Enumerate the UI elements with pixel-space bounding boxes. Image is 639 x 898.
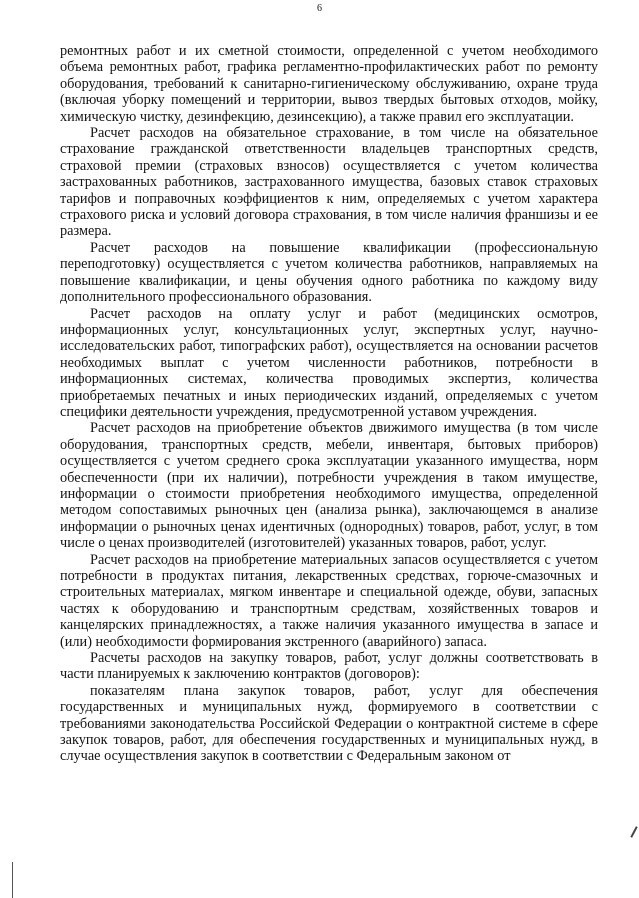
paragraph-material-stocks: Расчет расходов на приобретение материальных запасов осуществляется с учетом потребности в продуктах питания, лекарственных средствах, горюче-смазочных и строительных материалах, мягком инвентаре и специальной одежде, обуви, запасных частях к оборудованию и транспортным средствам, хозяйственных товаров и канцелярских принадлежностях, а также наличия указанного имущества в запасе и (или) необходимости формирования экстренного (аварийного) запаса. [60, 551, 598, 650]
paragraph-insurance: Расчет расходов на обязательное страхование, в том числе на обязательное страхование гражданской ответственности владельцев транспортных средств, страховой премии (страховых взносов) осуществляется с учетом количества застрахованных работников, застрахованного имущества, базовых ставок страховых тарифов и поправочных коэффициентов к ним, определяемых с учетом характера страхового риска и условий договора страхования, в том числе наличия франшизы и ее размера. [60, 125, 598, 240]
paragraph-qualification: Расчет расходов на повышение квалификации (профессиональную переподготовку) осуществляется с учетом количества работников, направляемых на повышение квалификации, и цены обучения одного работника по каждому виду дополнительного профессионального образования. [60, 239, 598, 306]
paragraph-procurement-plan: показателям плана закупок товаров, работ, услуг для обеспечения государственных и муниципальных нужд, формируемого в соответствии с требованиями законодательства Российской Федерации о контрактной системе в сфере закупок товаров, работ, для обеспечения государственных и муниципальных нужд, в случае осуществления закупок в соответствии с Федеральным законом от [60, 682, 598, 765]
scan-artifact-line [12, 862, 13, 898]
paragraph-procurement: Расчеты расходов на закупку товаров, работ, услуг должны соответствовать в части планируемых к заключению контрактов (договоров): [60, 650, 598, 683]
scan-artifact-mark [630, 826, 637, 838]
paragraph-repair-costs: ремонтных работ и их сметной стоимости, определенной с учетом необходимого объема ремонтных работ, графика регламентно-профилактических работ по ремонту оборудования, требований к санитарно-гигиеническому обслуживанию, охране труда (включая уборку помещений и территории, вывоз твердых бытовых отходов, мойку, химическую чистку, дезинфекцию, дезинсекцию), а также правил его эксплуатации. [60, 43, 598, 125]
paragraph-services: Расчет расходов на оплату услуг и работ (медицинских осмотров, информационных услуг, консультационных услуг, экспертных услуг, научно-исследовательских работ, типографских работ), осуществляется на основании расчетов необходимых выплат с учетом численности работников, потребности в информационных системах, количества проводимых экспертиз, количества приобретаемых печатных и иных периодических изданий, определяемых с учетом специфики деятельности учреждения, предусмотренной уставом учреждения. [60, 305, 598, 420]
page-number: 6 [317, 3, 322, 14]
paragraph-movable-property: Расчет расходов на приобретение объектов движимого имущества (в том числе оборудования, транспортных средств, мебели, инвентаря, бытовых приборов) осуществляется с учетом среднего срока эксплуатации указанного имущества, норм обеспеченности (при их наличии), потребности учреждения в таком имуществе, информации о стоимости приобретения необходимого имущества, определенной методом сопоставимых рыночных цен (анализа рынка), заключающемся в анализе информации о рыночных ценах идентичных (однородных) товаров, работ, услуг, в том числе о ценах производителей (изготовителей) указанных товаров, работ, услуг. [60, 420, 598, 552]
document-body [60, 43, 598, 765]
